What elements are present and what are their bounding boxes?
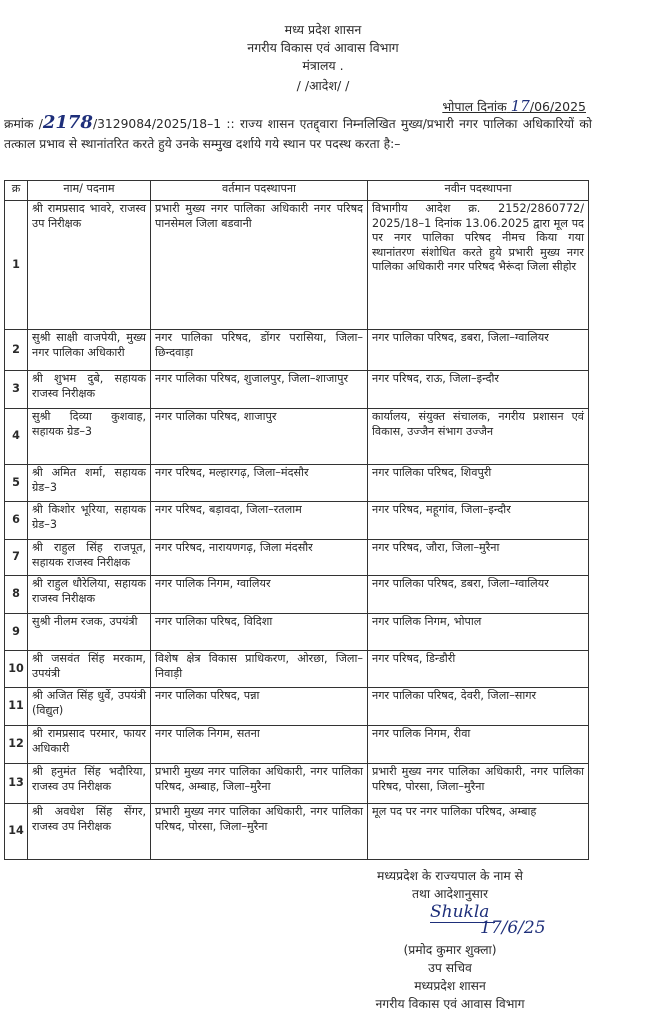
name-cell: सुश्री साक्षी वाजपेयी, मुख्य नगर पालिका अधिकारी <box>28 330 151 371</box>
name-cell: श्री रामप्रसाद परमार, फायर अधिकारी <box>28 726 151 764</box>
current-posting-cell: नगर पालिका परिषद, डोंगर परासिया, जिला–छिन्दवाड़ा <box>151 330 368 371</box>
transfer-table <box>4 180 589 860</box>
table-row <box>5 409 589 465</box>
table-row <box>5 688 589 726</box>
col-header-current-posting: वर्तमान पदस्थापना <box>151 181 368 201</box>
current-posting-cell: विशेष क्षेत्र विकास प्राधिकरण, ओरछा, जिला–निवाड़ी <box>151 651 368 688</box>
serial-cell: 12 <box>5 726 28 764</box>
serial-cell: 4 <box>5 409 28 465</box>
new-posting-cell: नगर पालिका परिषद, शिवपुरी <box>368 465 589 502</box>
col-header-new-posting: नवीन पदस्थापना <box>368 181 589 201</box>
table-row <box>5 651 589 688</box>
serial-cell: 13 <box>5 764 28 804</box>
table-row <box>5 540 589 576</box>
table-row <box>5 614 589 651</box>
place-date-label: भोपाल दिनांक <box>442 99 507 114</box>
signature-authority-line2: तथा आदेशानुसार <box>412 887 488 901</box>
new-posting-cell: मूल पद पर नगर पालिका परिषद, अम्बाह <box>368 804 589 860</box>
name-cell: सुश्री दिव्या कुशवाह, सहायक ग्रेड–3 <box>28 409 151 465</box>
name-cell: श्री हनुमंत सिंह भदौरिया, राजस्व उप निरीक्षक <box>28 764 151 804</box>
signature-date: 17/6/25 <box>480 918 546 938</box>
new-posting-cell: प्रभारी मुख्य नगर पालिका अधिकारी, नगर पालिका परिषद, पोरसा, जिला–मुरैना <box>368 764 589 804</box>
serial-cell: 2 <box>5 330 28 371</box>
current-posting-cell: प्रभारी मुख्य नगर पालिका अधिकारी, नगर पालिका परिषद, पोरसा, जिला–मुरैना <box>151 804 368 860</box>
current-posting-cell: नगर परिषद, बड़ावदा, जिला–रतलाम <box>151 502 368 540</box>
new-posting-cell: नगर पालिका परिषद, डबरा, जिला–ग्वालियर <box>368 576 589 614</box>
serial-cell: 6 <box>5 502 28 540</box>
serial-cell: 7 <box>5 540 28 576</box>
table-row <box>5 764 589 804</box>
new-posting-cell: नगर परिषद, डिन्डौरी <box>368 651 589 688</box>
table-row <box>5 502 589 540</box>
new-posting-cell: नगर पालिका परिषद, देवरी, जिला–सागर <box>368 688 589 726</box>
current-posting-cell: नगर पालिक निगम, ग्वालियर <box>151 576 368 614</box>
government-heading: मध्य प्रदेश शासन <box>284 22 362 37</box>
serial-cell: 8 <box>5 576 28 614</box>
current-posting-cell: नगर पालिका परिषद, विदिशा <box>151 614 368 651</box>
signatory-name: (प्रमोद कुमार शुक्ला) <box>403 943 497 957</box>
name-cell: श्री अमित शर्मा, सहायक ग्रेड–3 <box>28 465 151 502</box>
handwritten-signature <box>430 902 546 938</box>
order-number-prefix: क्रमांक / <box>4 117 43 131</box>
table-row <box>5 726 589 764</box>
table-row <box>5 201 589 330</box>
name-cell: सुश्री नीलम रजक, उपयंत्री <box>28 614 151 651</box>
serial-cell: 14 <box>5 804 28 860</box>
name-cell: श्री शुभम दुबे, सहायक राजस्व निरीक्षक <box>28 371 151 409</box>
printed-month-year: /06/2025 <box>529 99 586 114</box>
current-posting-cell: नगर पालिका परिषद, शाजापुर <box>151 409 368 465</box>
serial-cell: 1 <box>5 201 28 330</box>
current-posting-cell: नगर पालिका परिषद, पन्ना <box>151 688 368 726</box>
new-posting-cell: विभागीय आदेश क्र. 2152/2860772/ 2025/18–1 दिनांक 13.06.2025 द्वारा मूल पद पर नगर पालिका परिषद नीमच किया गया स्थानांतरण संशोधित करते हुये प्रभारी मुख्य नगर पालिका अधिकारी नगर परिषद भैरूंदा जिला सीहोर <box>368 201 589 330</box>
name-cell: श्री राहुल सिंह राजपूत, सहायक राजस्व निरीक्षक <box>28 540 151 576</box>
current-posting-cell: नगर पालिक निगम, सतना <box>151 726 368 764</box>
table-row <box>5 330 589 371</box>
name-cell: श्री रामप्रसाद भावरे, राजस्व उप निरीक्षक <box>28 201 151 330</box>
name-cell: श्री जसवंत सिंह मरकाम, उपयंत्री <box>28 651 151 688</box>
table-row <box>5 371 589 409</box>
order-number-handwritten: 2178 <box>42 112 93 133</box>
new-posting-cell: नगर पालिक निगम, भोपाल <box>368 614 589 651</box>
table-header-row <box>5 181 589 201</box>
signature-authority-line1: मध्यप्रदेश के राज्यपाल के नाम से <box>377 869 523 883</box>
name-cell: श्री राहुल धौरेलिया, सहायक राजस्व निरीक्षक <box>28 576 151 614</box>
new-posting-cell: नगर परिषद, महूगांव, जिला–इन्दौर <box>368 502 589 540</box>
signatory-designation: उप सचिव <box>428 961 472 975</box>
new-posting-cell: नगर परिषद, राऊ, जिला–इन्दौर <box>368 371 589 409</box>
order-reference: /3129084/2025/18–1 <box>92 117 222 131</box>
signature-scrawl: Shukla <box>430 902 495 923</box>
new-posting-cell: नगर पालिक निगम, रीवा <box>368 726 589 764</box>
current-posting-cell: नगर परिषद, नारायणगढ़, जिला मंदसौर <box>151 540 368 576</box>
table-row <box>5 576 589 614</box>
new-posting-cell: नगर परिषद, जौरा, जिला–मुरैना <box>368 540 589 576</box>
signatory-government: मध्यप्रदेश शासन <box>414 979 486 993</box>
current-posting-cell: प्रभारी मुख्य नगर पालिका अधिकारी नगर परिषद पानसेमल जिला बडवानी <box>151 201 368 330</box>
serial-cell: 9 <box>5 614 28 651</box>
order-title: / /आदेश/ / <box>296 78 350 93</box>
col-header-name: नाम/ पदनाम <box>28 181 151 201</box>
col-header-serial: क्र <box>5 181 28 201</box>
new-posting-cell: नगर पालिका परिषद, डबरा, जिला–ग्वालियर <box>368 330 589 371</box>
order-intro <box>4 113 592 154</box>
new-posting-cell: कार्यालय, संयुक्त संचालक, नगरीय प्रशासन एवं विकास, उज्जैन संभाग उज्जैन <box>368 409 589 465</box>
table-row <box>5 465 589 502</box>
serial-cell: 10 <box>5 651 28 688</box>
name-cell: श्री किशोर भूरिया, सहायक ग्रेड–3 <box>28 502 151 540</box>
serial-cell: 3 <box>5 371 28 409</box>
current-posting-cell: प्रभारी मुख्य नगर पालिका अधिकारी, नगर पालिका परिषद, अम्बाह, जिला–मुरैना <box>151 764 368 804</box>
office-heading: मंत्रालय . <box>302 58 344 73</box>
name-cell: श्री अवधेश सिंह सेंगर, राजस्व उप निरीक्षक <box>28 804 151 860</box>
serial-cell: 5 <box>5 465 28 502</box>
serial-cell: 11 <box>5 688 28 726</box>
signatory-department: नगरीय विकास एवं आवास विभाग <box>375 997 525 1011</box>
order-body: :: राज्य शासन एतद्द्वारा निम्नलिखित मुख्य/प्रभारी नगर पालिका अधिकारियों को तत्काल प्रभाव से स्थानांतरित करते हुये उनके सम्मुख दर्शाये गये स्थान पर पदस्थ करता है:– <box>4 117 592 151</box>
current-posting-cell: नगर पालिका परिषद, शुजालपुर, जिला–शाजापुर <box>151 371 368 409</box>
handwritten-day: 17 <box>510 97 530 115</box>
current-posting-cell: नगर परिषद, मल्हारगढ़, जिला–मंदसौर <box>151 465 368 502</box>
name-cell: श्री अजित सिंह धुर्वे, उपयंत्री (विद्युत) <box>28 688 151 726</box>
department-heading: नगरीय विकास एवं आवास विभाग <box>247 40 399 55</box>
table-row <box>5 804 589 860</box>
